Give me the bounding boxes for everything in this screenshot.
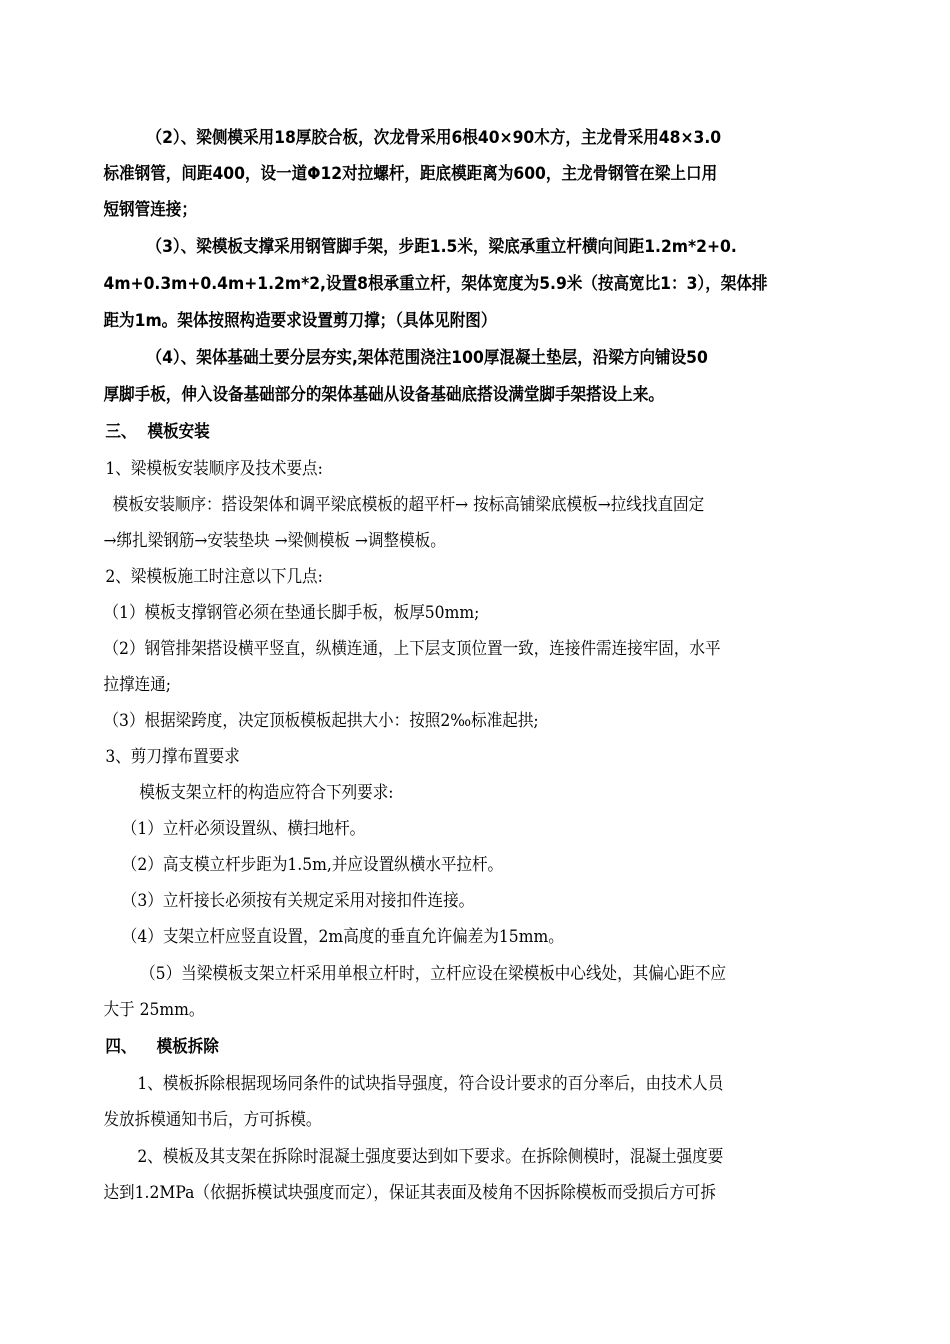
bracing-req-5-line-2: 大于 25mm。 xyxy=(103,1000,205,1020)
bracing-req-4: （4）支架立杆应竖直设置，2m高度的垂直允许偏差为15mm。 xyxy=(121,927,564,947)
bracing-intro: 模板支架立杆的构造应符合下列要求: xyxy=(139,783,394,803)
para-2-line-2: 标准钢管，间距400，设一道Φ12对拉螺杆，距底模距离为600，主龙骨钢管在梁上口用 xyxy=(103,164,718,184)
install-seq-line-2: →绑扎梁钢筋→安装垫块 →梁侧模板 →调整模板。 xyxy=(103,531,446,551)
removal-para-2-line-2: 达到1.2MPa（依据拆模试块强度而定），保证其表面及棱角不因拆除模板而受损后方可拆 xyxy=(103,1183,716,1203)
install-subtitle-3: 3、剪刀撑布置要求 xyxy=(105,747,240,767)
para-4-line-2: 厚脚手板，伸入设备基础部分的架体基础从设备基础底搭设满堂脚手架搭设上来。 xyxy=(103,385,664,405)
para-2-line-1: （2）、梁侧模采用18厚胶合板，次龙骨采用6根40×90木方，主龙骨采用48×3.0 xyxy=(146,128,722,148)
para-3-line-1: （3）、梁模板支撑采用钢管脚手架，步距1.5米，梁底承重立杆横向间距1.2m*2+0. xyxy=(146,237,737,257)
removal-para-2-line-1: 2、模板及其支架在拆除时混凝土强度要达到如下要求。在拆除侧模时，混凝土强度要 xyxy=(137,1147,724,1167)
install-subtitle-2: 2、梁模板施工时注意以下几点: xyxy=(105,567,323,587)
install-note-3: （3）根据梁跨度，决定顶板模板起拱大小：按照2‰标准起拱; xyxy=(103,711,539,731)
bracing-req-5-line-1: （5）当梁模板支架立杆采用单根立杆时，立杆应设在梁模板中心线处，其偏心距不应 xyxy=(140,964,727,984)
para-4-line-1: （4）、架体基础土要分层夯实,架体范围浇注100厚混凝土垫层，沿梁方向铺设50 xyxy=(146,348,708,368)
removal-para-1-line-1: 1、模板拆除根据现场同条件的试块指导强度，符合设计要求的百分率后，由技术人员 xyxy=(137,1074,724,1094)
install-note-2-line-2: 拉撑连通; xyxy=(103,675,172,695)
bracing-req-3: （3）立杆接长必须按有关规定采用对接扣件连接。 xyxy=(121,891,475,911)
bracing-req-2: （2）高支模立杆步距为1.5m,并应设置纵横水平拉杆。 xyxy=(121,855,504,875)
section-3-heading: 三、 模板安装 xyxy=(105,422,210,442)
install-note-2-line-1: （2）钢管排架搭设横平竖直，纵横连通，上下层支顶位置一致，连接件需连接牢固，水平 xyxy=(103,639,721,659)
removal-para-1-line-2: 发放拆模通知书后，方可拆模。 xyxy=(103,1110,322,1130)
install-note-1: （1）模板支撑钢管必须在垫通长脚手板，板厚50mm; xyxy=(103,603,480,623)
para-3-line-2: 4m+0.3m+0.4m+1.2m*2,设置8根承重立杆，架体宽度为5.9米（按高宽比1：3），架体排 xyxy=(103,274,768,294)
para-2-line-3: 短钢管连接； xyxy=(103,200,197,220)
install-subtitle-1: 1、梁模板安装顺序及技术要点: xyxy=(105,459,323,479)
section-4-heading: 四、 模板拆除 xyxy=(105,1037,219,1057)
bracing-req-1: （1）立杆必须设置纵、横扫地杆。 xyxy=(121,819,366,839)
install-seq-line-1: 模板安装顺序：搭设架体和调平梁底模板的超平杆→ 按标高铺梁底模板→拉线找直固定 xyxy=(112,495,705,515)
para-3-line-3: 距为1m。架体按照构造要求设置剪刀撑；（具体见附图） xyxy=(103,311,497,331)
